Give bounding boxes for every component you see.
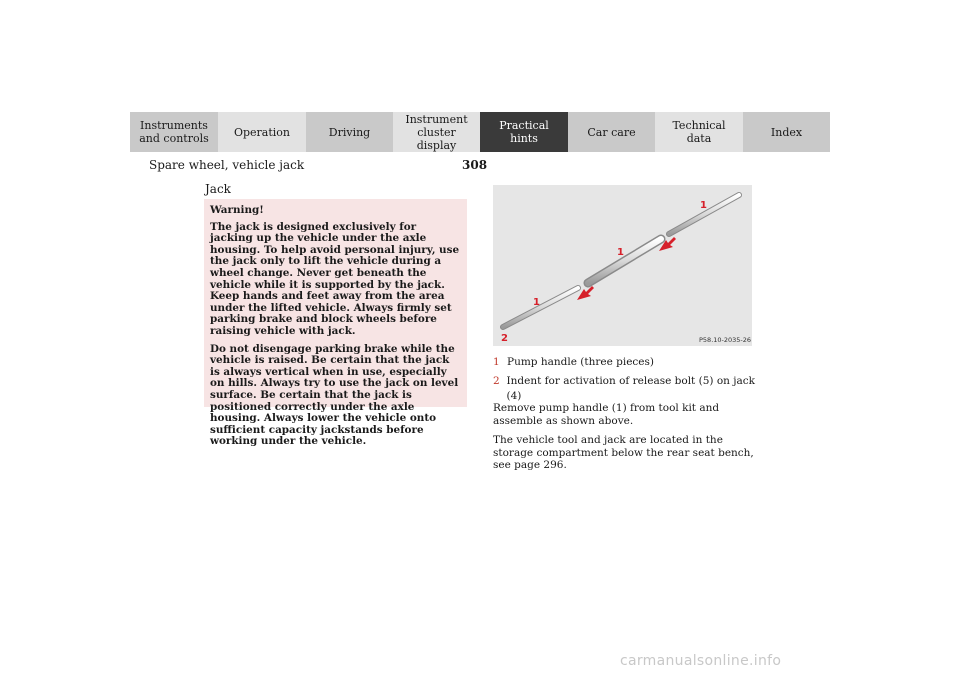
tab-car-care[interactable] [568, 112, 655, 152]
legend-text: Indent for activation of release bolt (5) on jack (4) [506, 375, 756, 402]
chapter-nav [130, 112, 830, 152]
tab-label: Driving [328, 125, 371, 139]
tab-index[interactable] [743, 112, 830, 152]
legend-item [493, 374, 763, 404]
warning-paragraph: Do not disengage parking brake while the vehicle is raised. Be certain that the jack is always vertical when in use, especially on hills. Always try to use the jack on level surface. Be certain that the jack is positioned correctly under the axle housing. Always lower the vehicle onto sufficient capacity jackstands before working under the vehicle. [210, 342, 459, 448]
warning-box [204, 199, 467, 448]
pump-handle-figure [493, 185, 752, 346]
section-title: Jack [205, 182, 231, 196]
body-paragraph: Remove pump handle (1) from tool kit and assemble as shown above. [493, 402, 720, 427]
tab-label: Index [770, 125, 803, 139]
page-number: 308 [462, 158, 488, 172]
callout-label: 1 [700, 200, 707, 211]
legend-number: 2 [493, 375, 500, 387]
running-head: Spare wheel, vehicle jack [149, 158, 305, 172]
tab-label: Instrument cluster display [405, 112, 468, 152]
figure-legend [493, 355, 763, 408]
warning-paragraph: The jack is designed exclusively for jacking up the vehicle under the axle housing. To help avoid personal injury, use the jack only to lift the vehicle during a wheel change. Never get beneath the vehicle while it is supported by the jack. Keep hands and feet away from the area under the lifted vehicle. Always firmly set parking brake and block wheels before raising vehicle with jack. [210, 220, 460, 337]
tab-driving[interactable] [306, 112, 393, 152]
handle-segment-middle [588, 239, 661, 283]
pump-handle-illustration [493, 185, 752, 346]
tab-label: Car care [587, 125, 636, 139]
handle-segment-lower [503, 288, 578, 327]
figure-code: P58.10-2035-26 [699, 336, 752, 344]
callout-label: 1 [617, 247, 624, 258]
callout-label: 2 [501, 333, 508, 344]
tab-practical-hints[interactable] [480, 112, 568, 152]
body-paragraph: The vehicle tool and jack are located in the storage compartment below the rear seat bench, see page 296. [493, 434, 754, 472]
tab-label: Operation [233, 125, 291, 139]
tab-label: Practical hints [499, 119, 549, 145]
legend-number: 1 [493, 356, 500, 368]
watermark: carmanualsonline.info [620, 653, 782, 669]
tab-instrument-cluster-display[interactable] [393, 112, 480, 152]
legend-text: Pump handle (three pieces) [507, 356, 654, 368]
tab-label: Technical data [672, 119, 726, 145]
callout-label: 1 [533, 297, 540, 308]
tab-operation[interactable] [218, 112, 306, 152]
tab-technical-data[interactable] [655, 112, 743, 152]
warning-title: Warning! [210, 204, 264, 216]
body-text [493, 402, 763, 479]
tab-instruments-and-controls[interactable] [130, 112, 218, 152]
tab-label: Instruments and controls [139, 119, 209, 145]
legend-item [493, 355, 763, 370]
